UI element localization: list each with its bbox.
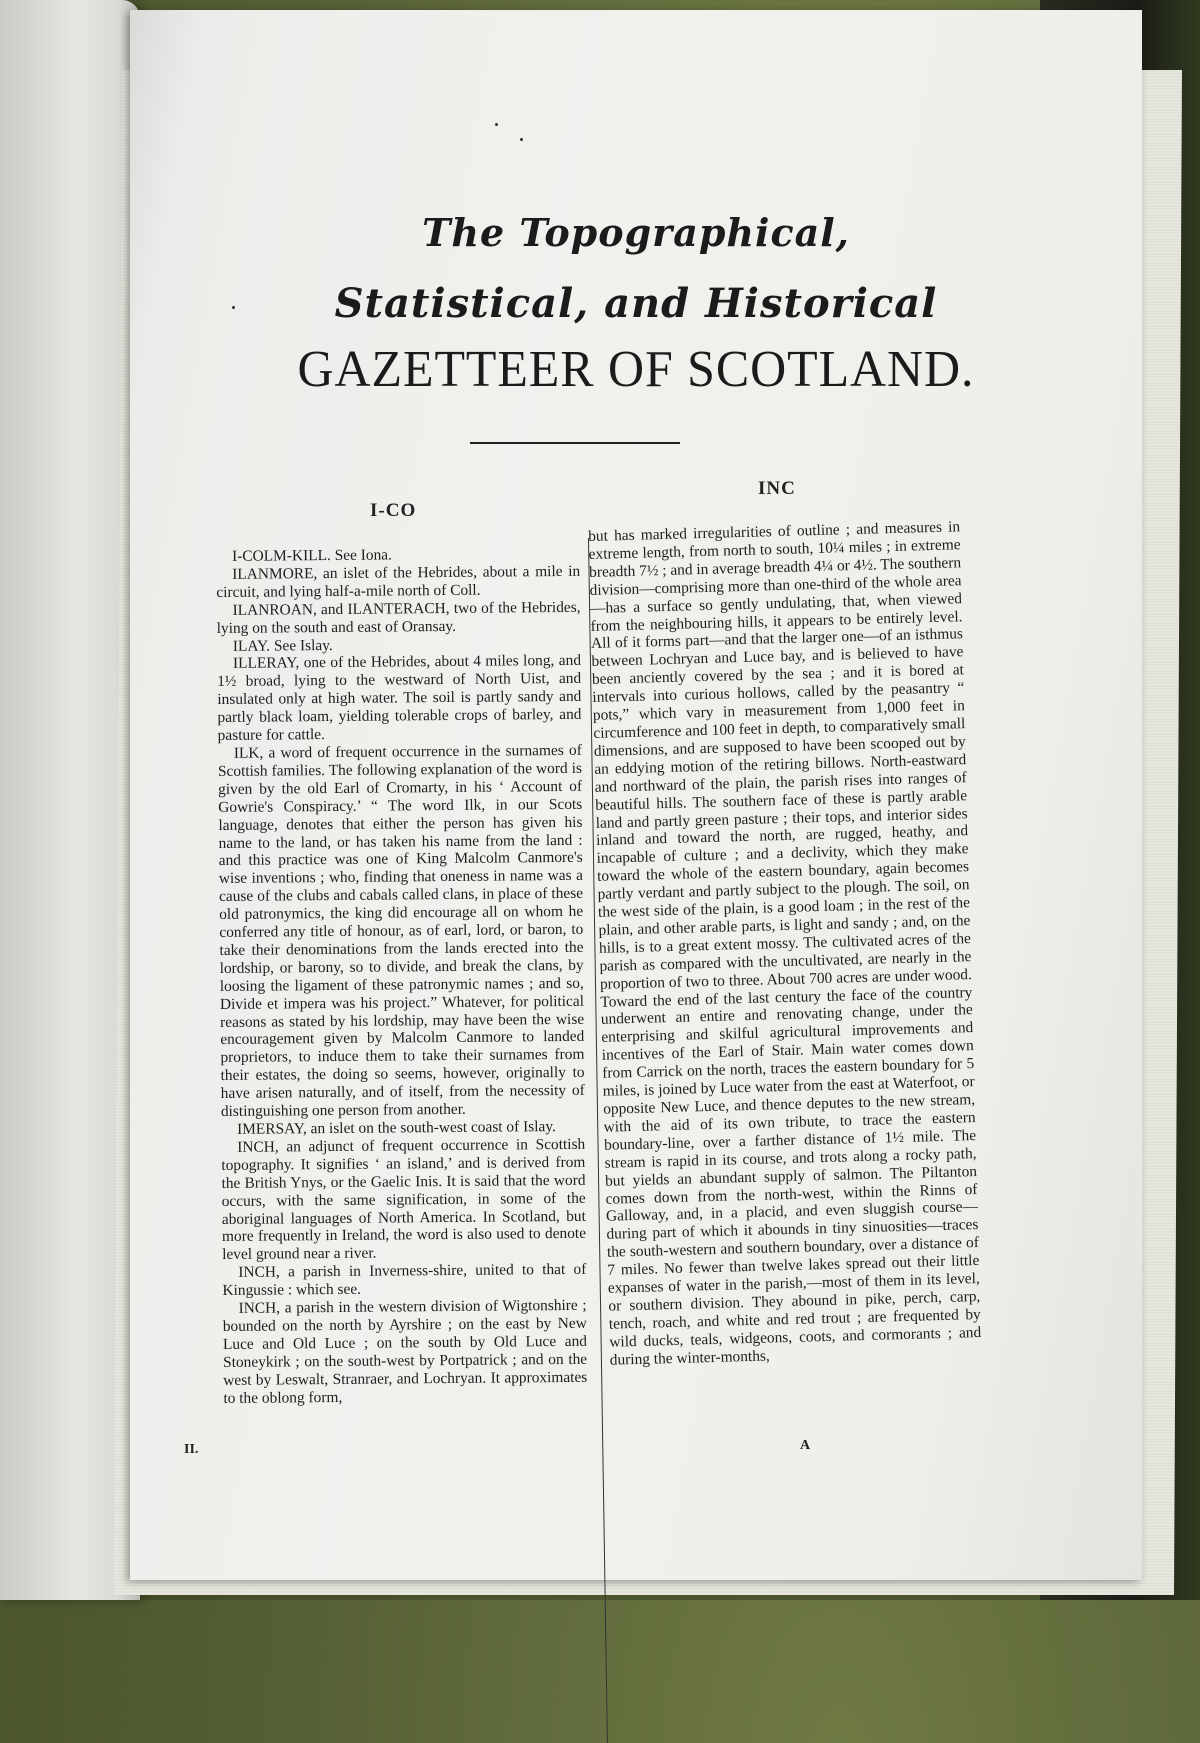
book-page <box>130 10 1142 1580</box>
title-line-2: Statistical, and Historical <box>334 280 938 327</box>
entry-paragraph: ILANMORE, an islet of the Hebrides, about a mile in circuit, and lying half-a-mile north of Coll. <box>216 562 581 601</box>
entry-paragraph: ILLERAY, one of the Hebrides, about 4 miles long, and 1½ broad, lying to the westward of North Uist, and insulated only at high water. The soil is partly sandy and partly black loam, yielding tolerable crops of barley, and pasture for cattle. <box>217 652 582 745</box>
title-line-1: The Topographical, <box>422 210 850 255</box>
volume-number: II. <box>184 1442 199 1457</box>
ink-speck <box>520 138 523 141</box>
entry-paragraph: I-COLM-KILL. See Iona. <box>231 546 392 565</box>
entry-paragraph: INCH, a parish in the western division of Wigtonshire ; bounded on the north by Ayrshire ; on the east by New Luce and Old Luce ; on the south by Old Luce and Stoneykirk ; on the south-west by Portpatrick ; and on the west by Leswalt, Stranraer, and Lochryan. It approximates to the oblong form, <box>222 1296 588 1407</box>
entry-paragraph: ILAY. See Islay. <box>232 636 333 655</box>
right-column <box>588 518 982 1369</box>
entry-paragraph: but has marked irregularities of outline ; and measures in extreme length, from north to south, 10¼ miles ; in extreme breadth 7½ ; and in average breadth 4¼ or 4½. The southern division—comprising more than one-third of the whole area—has a surface so gently undulating, that, when viewed from the neighbouring hills, it appears to be entirely level. All of it forms part—and that the larger one—of an isthmus between Lochryan and Luce bay, and is believed to have been anciently covered by the sea ; and it is bored at intervals into curious hollows, called by the peasantry “ pots,” which vary in measurement from 1,000 feet in circumference and 100 feet in depth, to comparatively small dimensions, and are supposed to have been scooped out by an eddying motion of the retiring billows. North-eastward and northward of the plain, the parish rises into ranges of beautiful hills. The southern face of these is partly arable land and partly green pasture ; their tops, and interior sides inland and toward the north, are rugged, heathy, and incapable of culture ; and a declivity, which they make toward the whole of the eastern boundary, again becomes partly verdant and partly subject to the plough. The soil, on the west side of the plain, is a good loam ; in the rest of the plain, and other arable parts, is light and sandy ; and, on the hills, is to a great extent mossy. The cultivated acres of the parish as compared with the uncultivated, are nearly in the proportion of two to three. About 700 acres are under wood. Toward the end of the last century the face of the country underwent an entire and renovating change, under the enterprising and skilful agricultural improvements and incentives of the Earl of Stair. Main water comes down from Carrick on the north, traces the eastern boundary for 5 miles, is joined by Luce water from the east at Waterfoot, or opposite New Luce, and thence deputes to the new stream, with the aid of its own tribute, to trace the eastern boundary-line, over a farther distance of 1½ mile. The stream is rapid in its course, and trots along a rocky path, but yields an abundant supply of salmon. The Piltanton comes down from the north-west, within the Rinns of Galloway, and, in a placid, and even sluggish course—during part of which it abounds in tiny sinuosities—traces the south-western and southern boundary, over a distance of 7 miles. No fewer than twelve lakes spread out their little expanses of water in the parish,—most of them in its level, or southern division. They abound in pike, perch, carp, tench, roach, and white and red trout ; are frequented by wild ducks, teals, widgeons, coots, and cormorants ; and during the winter-months, <box>588 518 982 1369</box>
title-rule <box>470 442 680 444</box>
entry-paragraph: INCH, a parish in Inverness-shire, united to that of Kingussie : which see. <box>222 1261 587 1300</box>
entry-paragraph: ILANROAN, and ILANTERACH, two of the Hebrides, lying on the south and east of Oransay. <box>216 598 581 637</box>
left-running-head: I-CO <box>370 500 417 521</box>
left-column <box>216 545 587 1408</box>
entry-paragraph: INCH, an adjunct of frequent occurrence in Scottish topography. It signifies ‘ an island,’ and is derived from the British Ynys, or the Gaelic Inis. It is said that the word occurs, with the same signification, in some of the aboriginal languages of North America. In Scotland, but more frequently in Ireland, the word is also used to denote level ground near a river. <box>221 1135 587 1264</box>
signature-mark: A <box>800 1438 811 1453</box>
ink-speck <box>495 123 498 126</box>
page-title: GAZETTEER OF SCOTLAND. <box>297 341 975 398</box>
entry-paragraph: IMERSAY, an islet on the south-west coast of Islay. <box>236 1118 556 1138</box>
right-running-head: INC <box>758 478 796 499</box>
entry-paragraph: ILK, a word of frequent occurrence in the surnames of Scottish families. The following explanation of the word is given by the old Earl of Cromarty, in his ‘ Account of Gowrie's Conspiracy.’ “ The word Ilk, in our Scots language, denotes that either the person has given his name to the land, or has taken his name from the land : and this practice was one of King Malcolm Canmore's wise inventions ; who, finding that oneness in name was a cause of the clubs and cabals called clans, in place of these old patronymics, the king did encourage all on whom he conferred any title of honour, as of earl, lord, or baron, to take their denominations from the lands erected into the lordship, or barony, so to divide, and break the clans, by loosing the ligament of these patronymic names ; and so, Divide et impera was his project.” Whatever, for political reasons as stated by his lordship, may have been the wise encouragement given by Malcolm Canmore to landed proprietors, to induce them to take their surnames from their estates, the doing so seems, however, originally to have arisen naturally, and of itself, from the necessity of distinguishing one person from another. <box>217 741 585 1121</box>
